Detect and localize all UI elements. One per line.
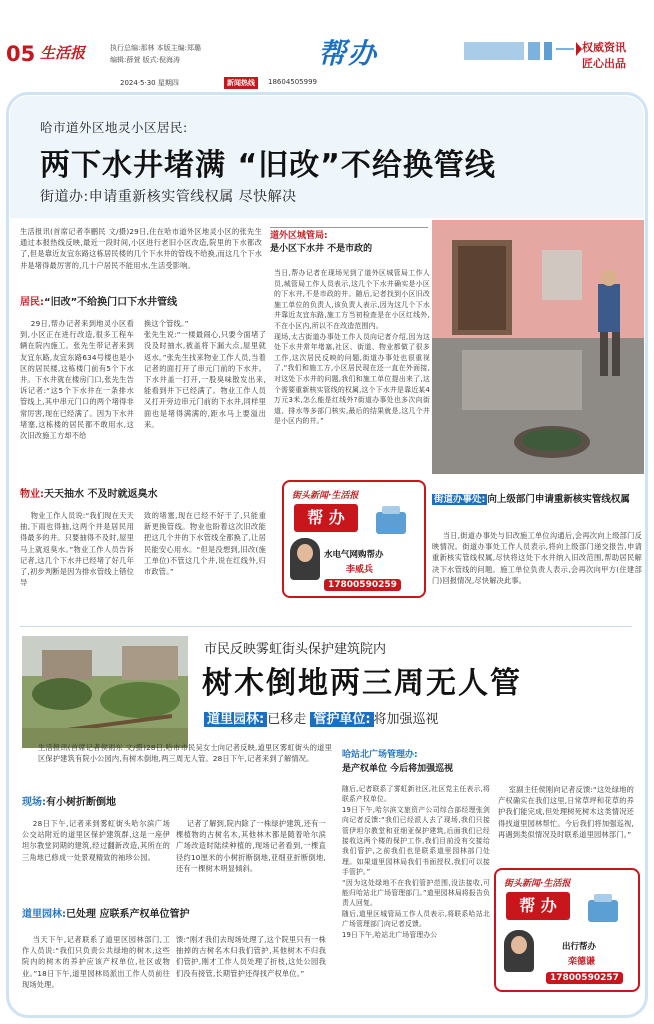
article2-column-5: 随后,记者联系了雾虹新社区,社区党主任表示,将联系产权单位。 19日下午,哈尔滨文旅资产公司综合部经理张剑向记者反馈:“我们已经派人去了现场,我们只接管伊坦尔教堂和亚细亚保护建筑,后面我们已经接收这两个楼的保护工作,我们目前没有交接给我们管护,之前我们也是联系道里园林部门处理。如果道里园林局我们书面授权,我们可以接手管护。” “因为这处绿地不在我们管护范围,没法接收,可能归哈站北广场管理部门。”道里园林局将报告负责人回复。 随后,道里区城管局工作人员表示,将联系哈站北广场管理部门向记者反馈。 19日下午,哈站北广场管理办公 [342, 785, 490, 939]
article1-column-4: 致的堵塞,现在已经不好干了,只能重新更换管线。物业也盼着这次旧改能把这几个井的下水管线全都换了,让居民能安心用水。“但是没想到,旧改(施工单位)不管这几个井,说在红线外,归市政管。” [144, 511, 266, 577]
water-can-icon [370, 504, 414, 538]
promo-badge: 帮 办 [506, 892, 570, 920]
paragraph: 28日下午,记者来到雾虹街头哈尔滨广场公交站附近的道里区保护建筑群,这是一座伊坦尔教堂同期的建筑,经过翻新改造,其所在的三角地已修成一处景观精致的袖珍公园。 [22, 819, 170, 862]
article1-column-5: 当日,帮办记者在现场见到了道外区城管局工作人员,城管局工作人员表示,这几个下水井确实是小区的下水井,不是市政的井。随后,记者找到小区旧改施工单位的负责人,该负责人表示,因为这几个下水井靠近友宜东路,施工方当初检查是在小区红线外,不在小区内,所以不在改造范围内。 现场,太古街道办事处工作人员向记者介绍,因为这处下水井常年堵塞,社区、街道、物业都做了很多工作,这次居民反映的问题,街道办事处也很重视了,“我们和施工方,小区居民现在还一直在外面接,对这处下水井的问题,我们和施工单位提出来了,这个需要重新核实管线的权属,这个下水井是靠近某4万元3米,怎么能是红线外?街道办事处也多次向街道、排水等多部门核实,最后的结果就是,这几个井是小区内的井。” [274, 269, 430, 426]
slogan [582, 40, 626, 72]
article2-column-2 [176, 818, 326, 874]
avatar [504, 930, 534, 972]
article1-column-1 [20, 318, 134, 441]
promo-badge: 帮 办 [294, 504, 358, 532]
section-title: 帮办 [318, 37, 379, 70]
promo-label: 出行帮办 [562, 942, 597, 952]
promo-name: 栾德谦 [568, 957, 596, 967]
editors-line-1: 执行总编:那林 本版主编:郑璐 [110, 44, 201, 52]
subtitle-key-1: 道里园林: [204, 712, 267, 727]
article2-lead: 生活报讯(首席记者侯雨东 文/摄)28日,哈市市民吴女士向记者反映,道里区雾虹街头的道里区保护建筑有院小公园内,有树木倒地,两三周无人管。28日下午,记者来到了解情况。 [38, 743, 332, 764]
paragraph: 当天下午,记者联系了道里区园林部门,工作人员说:“我们只负责公共绿地的树木,这些院内的树木的养护应该产权单位,社区或物业。”18日下午,道里园林局派出工作人员前往现场处理。 [22, 935, 170, 989]
page-number: 05 [6, 42, 36, 66]
article1-title: 两下水井堵满 “旧改”不给换管线 [40, 148, 496, 183]
manhole-photo [432, 220, 644, 474]
section-key: 街道办事处: [434, 494, 486, 505]
section-key: 现场: [22, 797, 46, 808]
article1-column-3 [20, 510, 134, 588]
promo-phone: 17800590259 [324, 579, 401, 591]
subtitle-text-1: 已移走 [267, 712, 311, 727]
section-key: 哈站北广场管理办: [342, 750, 418, 760]
article2-kicker: 市民反映雾虹街头保护建筑院内 [204, 642, 387, 657]
article1-section-residents [20, 296, 177, 310]
article-divider [20, 626, 632, 627]
article1-section-property [20, 488, 157, 502]
paragraph: 当日,街道办事处与旧改施工单位沟通后,会再次向上级部门反映情况。街道办事处工作人员表示,将向上级部门递交报告,申请重新核实管线权属,尽快将这处下水井纳入旧改范围,帮助居民解决下水管线的问题。施工单位负责人表示,会再次向甲方(住建部门)回报情况,尽快解决此事。 [432, 531, 642, 585]
avatar [290, 538, 320, 580]
issue-date: 2024·5·30 星期四 [120, 79, 179, 87]
hotline-label: 新闻热线 [224, 77, 258, 89]
paragraph: 29日,帮办记者来到地灵小区看到,小区正在进行改造,很多工程车辆在院内施工。张先生带记者来到友宜东路,友宜东路634号楼也是小区的居民楼,这栋楼门前有5个下水井。下水井就在楼房门口,张先生告诉记者:“这5个下水井在一条排水管线上,其中串元门口的两个堵得非常厉害,现在已经满了。因为下水井堵塞,这栋楼的居民都不敢用水,这次旧改施工方却不给 [20, 319, 134, 441]
section-key: 道里园林: [22, 909, 66, 920]
article1-lead: 生活报讯(首席记者李鹏民 文/摄)29日,住在哈市道外区地灵小区的张先生通过本报热线反映,最近一段时间,小区进行老旧小区改造,院里的下水都改了,但是靠近友宜东路这栋居民楼的几个下水井的管线不给换,而这几个下水井是堵得最厉害的,几十户居民不能用水,生活受影响。 [20, 227, 262, 270]
section-text: 天天抽水 不及时就返臭水 [44, 489, 158, 500]
subtitle-key-2: 管护单位: [310, 712, 373, 727]
paragraph: 物业工作人员说:“我们现在天天抽,下雨也得抽,这两个井是居民用得最多的井。只要抽得不及时,屋里马上就返臭水。”物业工作人员告诉记者,这几个下水井已经堵了好几年了,初步判断是因为排水管线上错位导 [20, 511, 134, 588]
article2-column-3 [22, 934, 170, 990]
editors-line-2: 编辑:薛萱 版式:倪海涛 [110, 56, 180, 64]
section-key: 道外区城管局: [270, 231, 328, 241]
subtitle-text-2: 将加强巡视 [373, 712, 439, 727]
paragraph: 记者了解到,院内除了一株绿护建筑,还有一棵植物的古树名木,其他林木都是随着哈尔滨广场改造时陆续种植的,现场记者看到,一棵直径约10厘米的小树折断倒地,亚细亚折断倒地,还有一棵树木明显倾斜。 [176, 819, 326, 873]
article1-section-city-management [270, 227, 428, 256]
article1-subtitle: 街道办:申请重新核实管线权属 尽快解决 [40, 189, 297, 205]
promo-phone: 17800590257 [546, 972, 623, 984]
article2-section-scene [22, 796, 116, 810]
article2-subtitle [204, 708, 439, 727]
section-key: 物业: [20, 489, 44, 500]
section-key: 居民: [20, 297, 44, 308]
promo-label: 水电气网购帮办 [324, 550, 384, 560]
article2-column-6 [498, 784, 634, 840]
promo-box-travel [494, 868, 640, 992]
article1-section-subdistrict [432, 493, 642, 507]
section-text: 已处理 应联系产权单位管护 [66, 909, 190, 920]
paragraph: 室副主任侯刚向记者反馈:“这处绿地的产权确实在我们这里,日常草坪和花草的养护我们能完成,但处理树死树木这类情况还得找道里园林帮忙。今后我们将加强巡视,再遇到类似情况及时联系道里园林部门。” [498, 785, 634, 839]
promo-name: 李威兵 [346, 565, 374, 575]
article2-section-square-office [342, 748, 492, 776]
water-can-icon [582, 892, 626, 926]
brand-logo: 生活报 [40, 44, 86, 62]
promo-logo: 街头新闻·生活报 [292, 491, 359, 501]
fallen-tree-photo [22, 636, 188, 748]
article1-column-6 [432, 530, 642, 586]
section-text: 是产权单位 今后将加强巡视 [342, 764, 454, 774]
article2-column-4: 馈:“刚才我们去现场处理了,这个院里只有一株抽掉的古树名木归我们管护,其他树木不归我们管护,刚才工作人员处理了折枝,这处公园我们没有接管,长期管护还得找产权单位。” [176, 935, 326, 978]
promo-logo: 街头新闻·生活报 [504, 879, 571, 889]
slogan-line-2: 匠心出品 [582, 57, 626, 70]
section-text: “旧改”不给换门口下水井管线 [44, 297, 178, 308]
article1-column-2: 换这个管线。” 张先生说:“一楼最闹心,只要今面堵了没及时抽水,被盖将下漏大点,屋里就返水。”张先生找来物业工作人员,当着记者的面打开了串元门前的下水井。下水井盖一打开,一股臭味散发出来,能看到井下已经满了。物业工作人员又打开旁边串元门前的下水井,同样里面也是堵得满满的,距水马上要溢出来。 [144, 319, 266, 429]
editors-credit [110, 42, 201, 66]
article2-section-landscaping [22, 908, 189, 922]
article2-title: 树木倒地两三周无人管 [202, 666, 522, 701]
article1-kicker: 哈市道外区地灵小区居民: [40, 120, 188, 135]
slogan-line-1: 权威资讯 [582, 41, 626, 54]
article2-column-1 [22, 818, 170, 863]
promo-box-utilities [282, 480, 426, 598]
section-text: 有小树折断倒地 [46, 797, 116, 808]
section-text: 是小区下水井 不是市政的 [270, 244, 373, 254]
section-text: 向上级部门申请重新核实管线权属 [487, 494, 630, 505]
hotline-number: 18604505999 [268, 78, 317, 86]
